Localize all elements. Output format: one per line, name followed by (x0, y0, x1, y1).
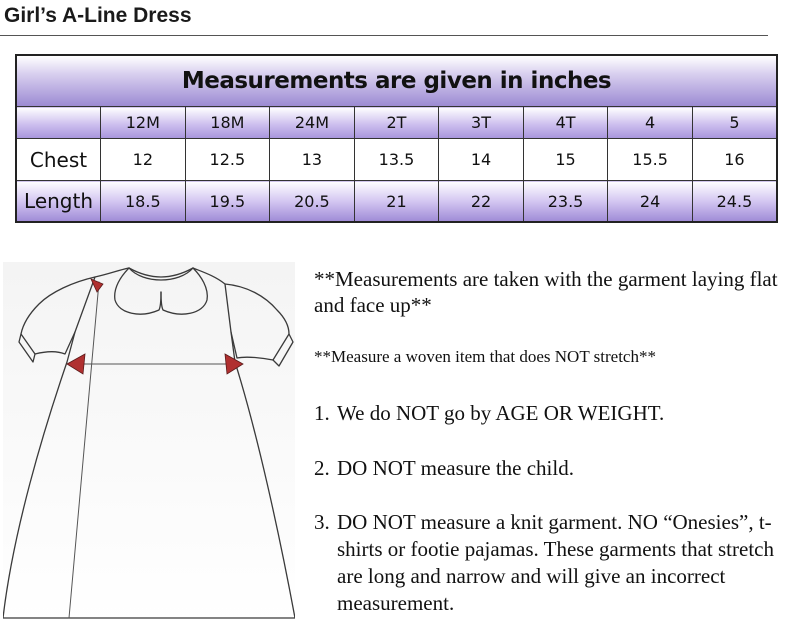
rule-text: We do NOT go by AGE OR WEIGHT. (337, 401, 665, 425)
length-value-cell: 24 (608, 181, 693, 223)
size-header-cell: 5 (692, 107, 777, 139)
length-value-cell: 20.5 (270, 181, 355, 223)
dress-diagram-svg (3, 262, 295, 624)
rule-number: 1. (314, 401, 330, 425)
chest-value-cell: 15 (523, 139, 608, 181)
rule-text: DO NOT measure a knit garment. NO “Onesies”, t-shirts or footie pajamas. These garments that stretch are long and narrow and will give an incorrect measurement. (337, 510, 774, 615)
length-value-cell: 21 (354, 181, 439, 223)
rule-item (314, 400, 784, 427)
length-value-cell: 23.5 (523, 181, 608, 223)
length-label: Length (16, 181, 101, 223)
table-caption: Measurements are given in inches (16, 55, 777, 107)
dress-illustration (3, 262, 295, 624)
title-divider (0, 35, 768, 36)
chest-value-cell: 12.5 (185, 139, 270, 181)
table-caption-row (16, 55, 777, 107)
size-header-cell: 4T (523, 107, 608, 139)
chest-value-cell: 16 (692, 139, 777, 181)
size-header-row (16, 107, 777, 139)
size-header-cell: 3T (439, 107, 524, 139)
chest-value-cell: 13.5 (354, 139, 439, 181)
length-value-cell: 24.5 (692, 181, 777, 223)
chest-row (16, 139, 777, 181)
length-row (16, 181, 777, 223)
rule-number: 2. (314, 456, 330, 480)
chest-value-cell: 15.5 (608, 139, 693, 181)
length-value-cell: 19.5 (185, 181, 270, 223)
rule-item (314, 509, 784, 617)
note-woven-item: **Measure a woven item that does NOT stretch** (314, 347, 656, 366)
length-value-cell: 22 (439, 181, 524, 223)
rule-item (314, 455, 784, 482)
chest-label: Chest (16, 139, 101, 181)
size-header-blank (16, 107, 101, 139)
size-header-cell: 4 (608, 107, 693, 139)
rule-number: 3. (314, 510, 330, 534)
length-value-cell: 18.5 (101, 181, 186, 223)
chest-value-cell: 14 (439, 139, 524, 181)
chest-value-cell: 13 (270, 139, 355, 181)
illustration-background (3, 262, 295, 624)
chest-value-cell: 12 (101, 139, 186, 181)
note-lay-flat: **Measurements are taken with the garment laying flat and face up** (314, 267, 778, 317)
size-chart-table (15, 54, 778, 223)
size-header-cell: 18M (185, 107, 270, 139)
size-header-cell: 12M (101, 107, 186, 139)
size-header-cell: 24M (270, 107, 355, 139)
size-header-cell: 2T (354, 107, 439, 139)
page-title: Girl’s A-Line Dress (4, 4, 192, 27)
rule-text: DO NOT measure the child. (337, 456, 574, 480)
